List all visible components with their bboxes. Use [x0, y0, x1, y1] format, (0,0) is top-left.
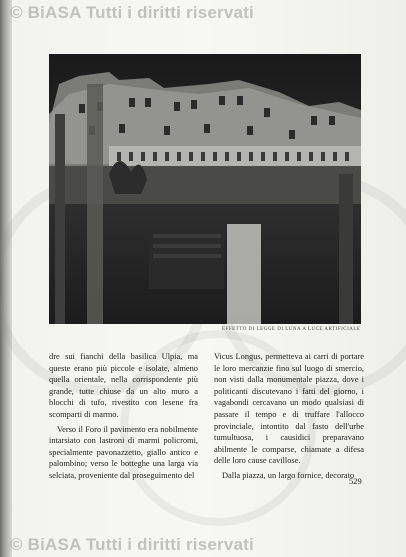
paragraph: dre sui fianchi della basilica Ulpia, ma queste erano più piccole e isolate, almeno quella orientale, nella corrispondente più grande, tutte chiuse da un alto muro a blocchi di tufo, rivestito con lesene fra scomparti di marmo. [49, 352, 198, 419]
text-column-right [214, 351, 364, 482]
page-number: 529 [349, 476, 362, 486]
ruins-illustration [49, 54, 361, 324]
paragraph: Dalla piazza, un largo fornice, decorato [222, 470, 355, 480]
night-ruins-photo [49, 54, 361, 324]
paragraph: Vicus Longus, permetteva ai carri di portare le loro mercanzie fino sul luogo di smercio, non visti dalla monumentale piazza, dove i politicanti discutevano i fatti del giorno, i vagabondi cercavano un modo qualsiasi di passare il tempo e di truffare l'allocco provinciale, intontito dal fasto dell'urbe tumultuosa, i causidici preparavano abilmente le comparse, chiamate a difesa delle loro cause cavillose. [214, 352, 364, 466]
paragraph: Verso il Foro il pavimento era nobilmente intarsiato con lastroni di marmi policromi, specialmente pavonazzetto, giallo antico e palombino; verso le botteghe una larga via selciata, proveniente dal proseguimento del [49, 424, 198, 480]
watermark-bottom: © BiASA Tutti i diritti riservati [10, 535, 254, 554]
watermark-top: © BiASA Tutti i diritti riservati [10, 3, 254, 22]
text-column-left [49, 351, 198, 482]
photo-caption: EFFETTO DI LEGGE DI LUNA A LUCE ARTIFICIALE [222, 327, 361, 332]
